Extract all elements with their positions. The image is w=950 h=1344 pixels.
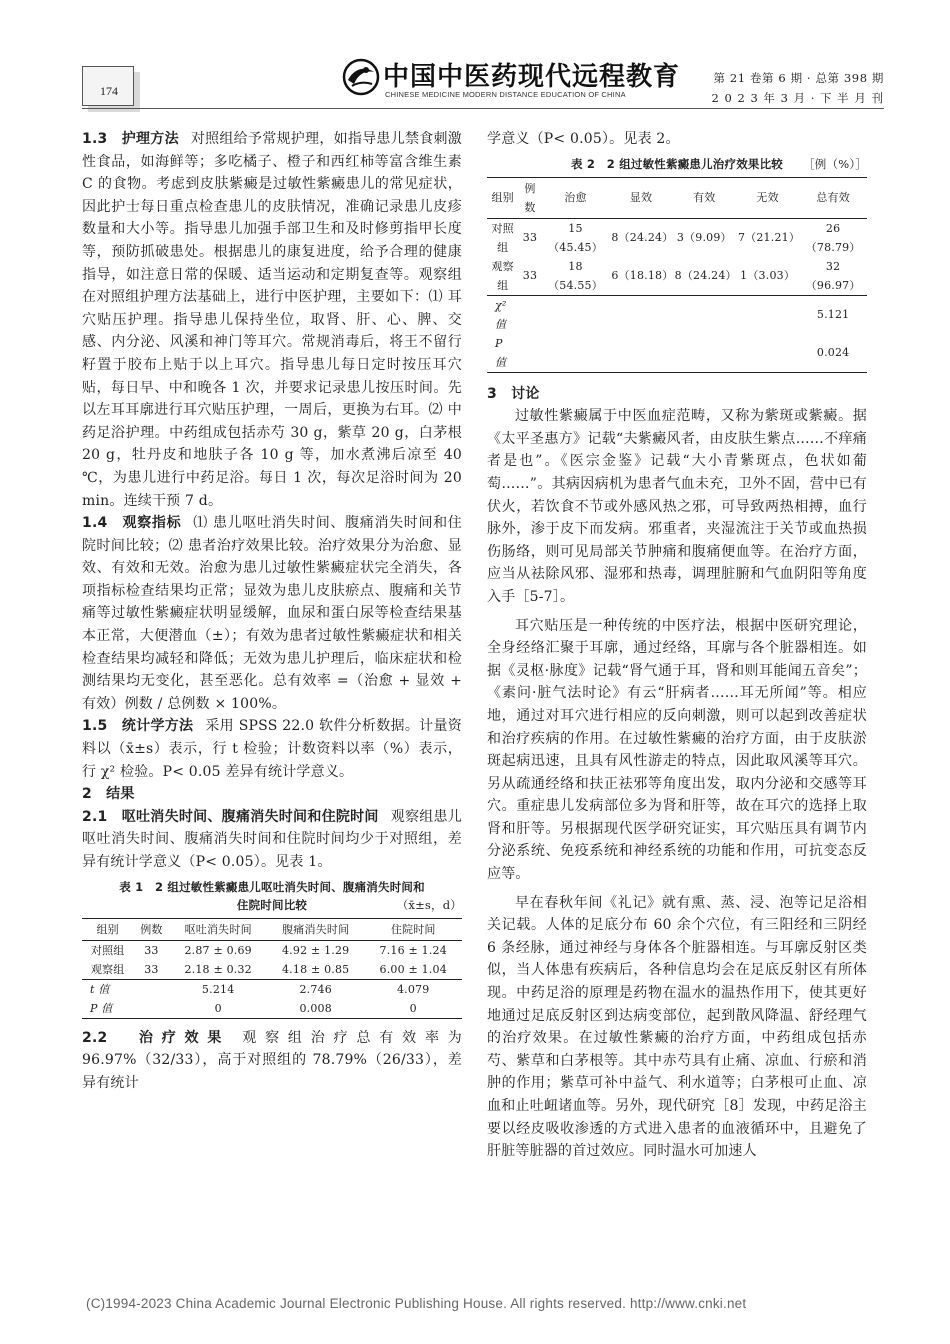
table-row	[487, 295, 867, 334]
table-cell: 5.121	[816, 308, 850, 322]
table-cell: 对照组	[491, 221, 514, 254]
table-2-header-cell: 治愈	[542, 177, 610, 218]
table-cell: χ² 值	[495, 298, 507, 331]
table-1-caption	[82, 878, 462, 914]
table-cell: 4.18 ± 0.85	[281, 962, 350, 976]
table-2-header-cell: 总有效	[799, 177, 867, 218]
table-cell: 2.18 ± 0.32	[184, 962, 252, 976]
page-number: 174	[100, 84, 118, 98]
table-cell: 6.00 ± 1.04	[379, 962, 447, 976]
table-cell: 3（9.09）	[676, 231, 732, 245]
table-1-header-cell: 腹痛消失时间	[267, 918, 365, 940]
table-cell: t 值	[90, 982, 110, 996]
right-column	[487, 128, 867, 1163]
section-2-2-text: 观察组治疗总有效率为 96.97%（32/33），高于对照组的 78.79%（26/33），差异有统计	[82, 1029, 463, 1091]
table-row	[487, 257, 867, 296]
section-1-5-text: 采用 SPSS 22.0 软件分析数据。计量资料以（x̄±s）表示，行 t 检验；计数资料以率（%）表示，行 χ² 检验。P< 0.05 差异有统计学意义。	[82, 718, 462, 780]
table-2-caption-text: 表 2 2 组过敏性紫癜患儿治疗效果比较	[570, 156, 783, 171]
table-cell: 33	[144, 943, 159, 957]
issue-info: 第 21 卷第 6 期 · 总第 398 期	[713, 71, 884, 85]
table-1-header-cell: 呕吐消失时间	[169, 918, 267, 940]
section-1-5	[82, 715, 462, 783]
section-2-2-title: 2.2 治疗效果	[82, 1029, 231, 1046]
table-cell: 2.746	[299, 982, 332, 996]
table-cell	[133, 979, 169, 999]
section-1-5-title: 1.5 统计学方法	[82, 718, 194, 735]
table-cell: 4.079	[396, 982, 430, 996]
journal-title-en: CHINESE MEDICINE MODERN DISTANCE EDUCATION OF CHINA	[385, 90, 626, 99]
section-1-4-title: 1.4 观察指标	[82, 515, 182, 532]
section-2-2	[82, 1027, 462, 1095]
table-2-header-cell: 例数	[518, 177, 541, 218]
section-2-1-text: 观察组患儿呕吐消失时间、腹痛消失时间和住院时间均少于对照组，差异有统计学意义（P< 0.05）。见表 1。	[82, 808, 463, 870]
table-2-caption	[487, 155, 867, 173]
table-1-header-cell: 住院时间	[364, 918, 462, 940]
table-cell: 33	[522, 269, 538, 283]
table-cell: 7.16 ± 1.24	[379, 943, 447, 957]
section-1-3	[82, 128, 462, 512]
section-1-3-text: 对照组给予常规护理，如指导患儿禁食刺激性食品，如海鲜等；多吃橘子、橙子和西红柿等富含维生素 C 的食物。考虑到皮肤紫癜是过敏性紫癜患儿的常见症状，因此护士每日重点检查患儿的皮肤情况，准确记录患儿皮疹数量和大小等。指导患儿加强手部卫生和及时修剪指甲长度等，预防抓破患处。根据患儿的康复进度，给予合理的健康指导，如注意日常的保暖、适当运动和定期复查等。观察组在对照组护理方法基础上，进行中医护理，主要如下：⑴ 耳穴贴压护理。指导患儿保持坐位，取肾、肝、心、脾、交感、内分泌、风溪和神门等耳穴。常规消毒后，将王不留行籽置于胶布上贴于以上耳穴。指导患儿每日定时按压耳穴贴，每日早、中和晚各 1 次，并要求记录患儿按压时间。先以左耳耳廓进行耳穴贴压护理，一周后，更换为右耳。⑵ 中药足浴护理。中药组成包括赤芍 30 g，紫草 20 g，白茅根 20 g，牡丹皮和地肤子各 10 g 等，加水煮沸后凉至 40 ℃，为患儿进行中药足浴。每日 1 次，每次足浴时间为 20 min。连续干预 7 d。	[82, 131, 462, 509]
table-cell	[518, 334, 799, 373]
issue-date: 2 0 2 3 年 3 月 · 下 半 月 刊	[711, 91, 884, 105]
table-row	[82, 940, 462, 960]
table-cell: P 值	[82, 999, 133, 1019]
table-cell: 0	[169, 999, 267, 1019]
left-column	[82, 128, 462, 1094]
table-cell: 15（45.45）	[548, 221, 603, 254]
copyright-footer: (C)1994-2023 China Academic Journal Electronic Publishing House. All rights reserved. http://www.cnki.net	[86, 1296, 747, 1311]
section-2-1-title: 2.1 呕吐消失时间、腹痛消失时间和住院时间	[82, 808, 379, 825]
table-2-header-row	[487, 177, 867, 218]
table-cell: 8（24.24）	[674, 269, 737, 283]
table-cell: 33	[522, 231, 538, 245]
table-cell	[518, 295, 799, 334]
table-row	[82, 979, 462, 999]
table-2-header-cell: 组别	[487, 177, 518, 218]
table-cell	[133, 999, 169, 1019]
table-2-unit: ［例（%）］	[803, 156, 867, 171]
table-cell: 26（78.79）	[805, 221, 861, 254]
table-cell: 0.024	[799, 334, 867, 373]
table-cell: 2.87 ± 0.69	[184, 943, 252, 957]
table-cell: 8（24.24）	[611, 231, 674, 245]
section-2-1	[82, 806, 462, 874]
journal-title-cn: 中国中医药现代远程教育	[383, 62, 681, 92]
table-1	[82, 918, 462, 1019]
table-1-header-cell: 例数	[133, 918, 169, 940]
table-2-header-cell: 显效	[609, 177, 672, 218]
section-1-4	[82, 512, 462, 715]
table-cell: 18（54.55）	[548, 259, 603, 292]
discussion-paragraph-1: 过敏性紫癜属于中医血症范畴，又称为紫斑或紫癜。据《太平圣惠方》记载“夫紫癜风者，由皮肤生紫点……不痒痛者是也”。《医宗金鉴》记载“大小青紫斑点，色状如葡萄……”。其病因病机为患者气血未充，卫外不固，营中已有伏火，若饮食不节或外感风热之邪，可导致两热相搏，血行脉外，渗于皮下而发病。邪重者，夹湿流注于关节或血热损伤肠络，则可见局部关节肿痛和腹痛便血等。在治疗方面，应当从祛除风邪、湿邪和热毒，调理脏腑和气血阴阳等角度入手［5-7］。	[487, 408, 867, 605]
table-1-unit: （x̄±s，d）	[396, 897, 462, 912]
table-cell: 33	[144, 962, 159, 976]
table-row	[487, 334, 867, 373]
section-2-title: 2 结果	[82, 786, 135, 803]
table-cell: 对照组	[90, 943, 125, 957]
continued-text: 学意义（P< 0.05）。见表 2。	[487, 131, 680, 147]
table-cell: 1（3.03）	[740, 269, 796, 283]
discussion-paragraph-2: 耳穴贴压是一种传统的中医疗法，根据中医研究理论，全身经络汇聚于耳廓，通过经络，耳廓与各个脏器相连。如据《灵枢·脉度》记载“肾气通于耳，肾和则耳能闻五音矣”；《素问·脏气法时论》有云“肝病者……耳无所闻”等。相应地，通过对耳穴进行相应的反向刺激，则可以起到改善症状和治疗疾病的作用。在过敏性紫癜的治疗方面，由于皮肤淤斑起病迅速，且具有风性游走的特点，因此取风溪等耳穴。另从疏通经络和扶正祛邪等角度出发，取内分泌和交感等耳穴。重症患儿发病部位多为肾和肝等，故在耳穴的选择上取肾和肝等。另根据现代医学研究证实，耳穴贴压具有调节内分泌系统、免疫系统和神经系统的功能和作用，可抗变态反应等。	[487, 617, 867, 883]
table-1-header-cell: 组别	[82, 918, 133, 940]
discussion-paragraph-3: 早在春秋年间《礼记》就有熏、蒸、浸、泡等记足浴相关记载。人体的足底分布 60 余个穴位，有三阳经和三阴经 6 条经脉，通过神经与身体各个脏器相连。与耳廓反射区类似，当人体患有疾病后，各种信息均会在足底反射区有所体现。中药足浴的原理是药物在温水的温热作用下，使其更好地通过足底反射区到达病变部位，起到散风降温、舒经理气的治疗效果。在过敏性紫癜的治疗方面，中药组成包括赤芍、紫草和白茅根等。其中赤芍具有止痛、凉血、行瘀和消肿的作用；紫草可补中益气、利水道等；白茅根可止血、凉血和止吐衄诸血等。另外，现代研究［8］发现，中药足浴主要以经皮吸收渗透的方式进入患者的血液循环中，且避免了肝脏等脏器的首过效应。同时温水可加速人	[487, 894, 867, 1160]
journal-logo-icon	[342, 58, 380, 96]
table-row	[487, 218, 867, 257]
table-2-header-cell: 无效	[736, 177, 799, 218]
table-cell: P 值	[487, 334, 518, 373]
table-cell: 7（21.21）	[737, 231, 801, 245]
table-1-header-row	[82, 918, 462, 940]
section-1-4-text: ⑴ 患儿呕吐消失时间、腹痛消失时间和住院时间比较；⑵ 患者治疗效果比较。治疗效果分为治愈、显效、有效和无效。治愈为患儿过敏性紫癜症状完全消失，各项指标检查结果均正常；显效为患儿皮肤瘀点、腹痛和关节痛等过敏性紫癜症状明显缓解，血尿和蛋白尿等检查结果基本正常，大便潜血（±）；有效为患者过敏性紫癜症状和相关检查结果均减轻和降低；无效为患儿护理后，临床症状和检测结果均无变化，甚至恶化。总有效率 =（治愈 + 显效 + 有效）例数 / 总例数 × 100%。	[82, 515, 463, 712]
section-3-title: 3 讨论	[487, 385, 540, 402]
table-cell: 5.214	[201, 982, 235, 996]
table-2-header-cell: 有效	[673, 177, 736, 218]
table-1-caption-line2: 住院时间比较	[236, 897, 308, 912]
table-cell: 0	[364, 999, 462, 1019]
table-cell: 观察组	[491, 259, 514, 292]
table-cell: 4.92 ± 1.29	[281, 943, 350, 957]
table-row	[82, 960, 462, 980]
table-cell: 6（18.18）	[611, 269, 674, 283]
table-1-caption-line1: 表 1 2 组过敏性紫癜患儿呕吐消失时间、腹痛消失时间和	[119, 879, 425, 894]
table-cell: 32（96.97）	[805, 259, 861, 292]
table-cell: 0.008	[267, 999, 365, 1019]
table-cell: 观察组	[90, 962, 125, 976]
header-divider	[82, 108, 884, 109]
table-row	[82, 999, 462, 1019]
section-1-3-title: 1.3 护理方法	[82, 131, 179, 147]
table-2	[487, 177, 867, 373]
